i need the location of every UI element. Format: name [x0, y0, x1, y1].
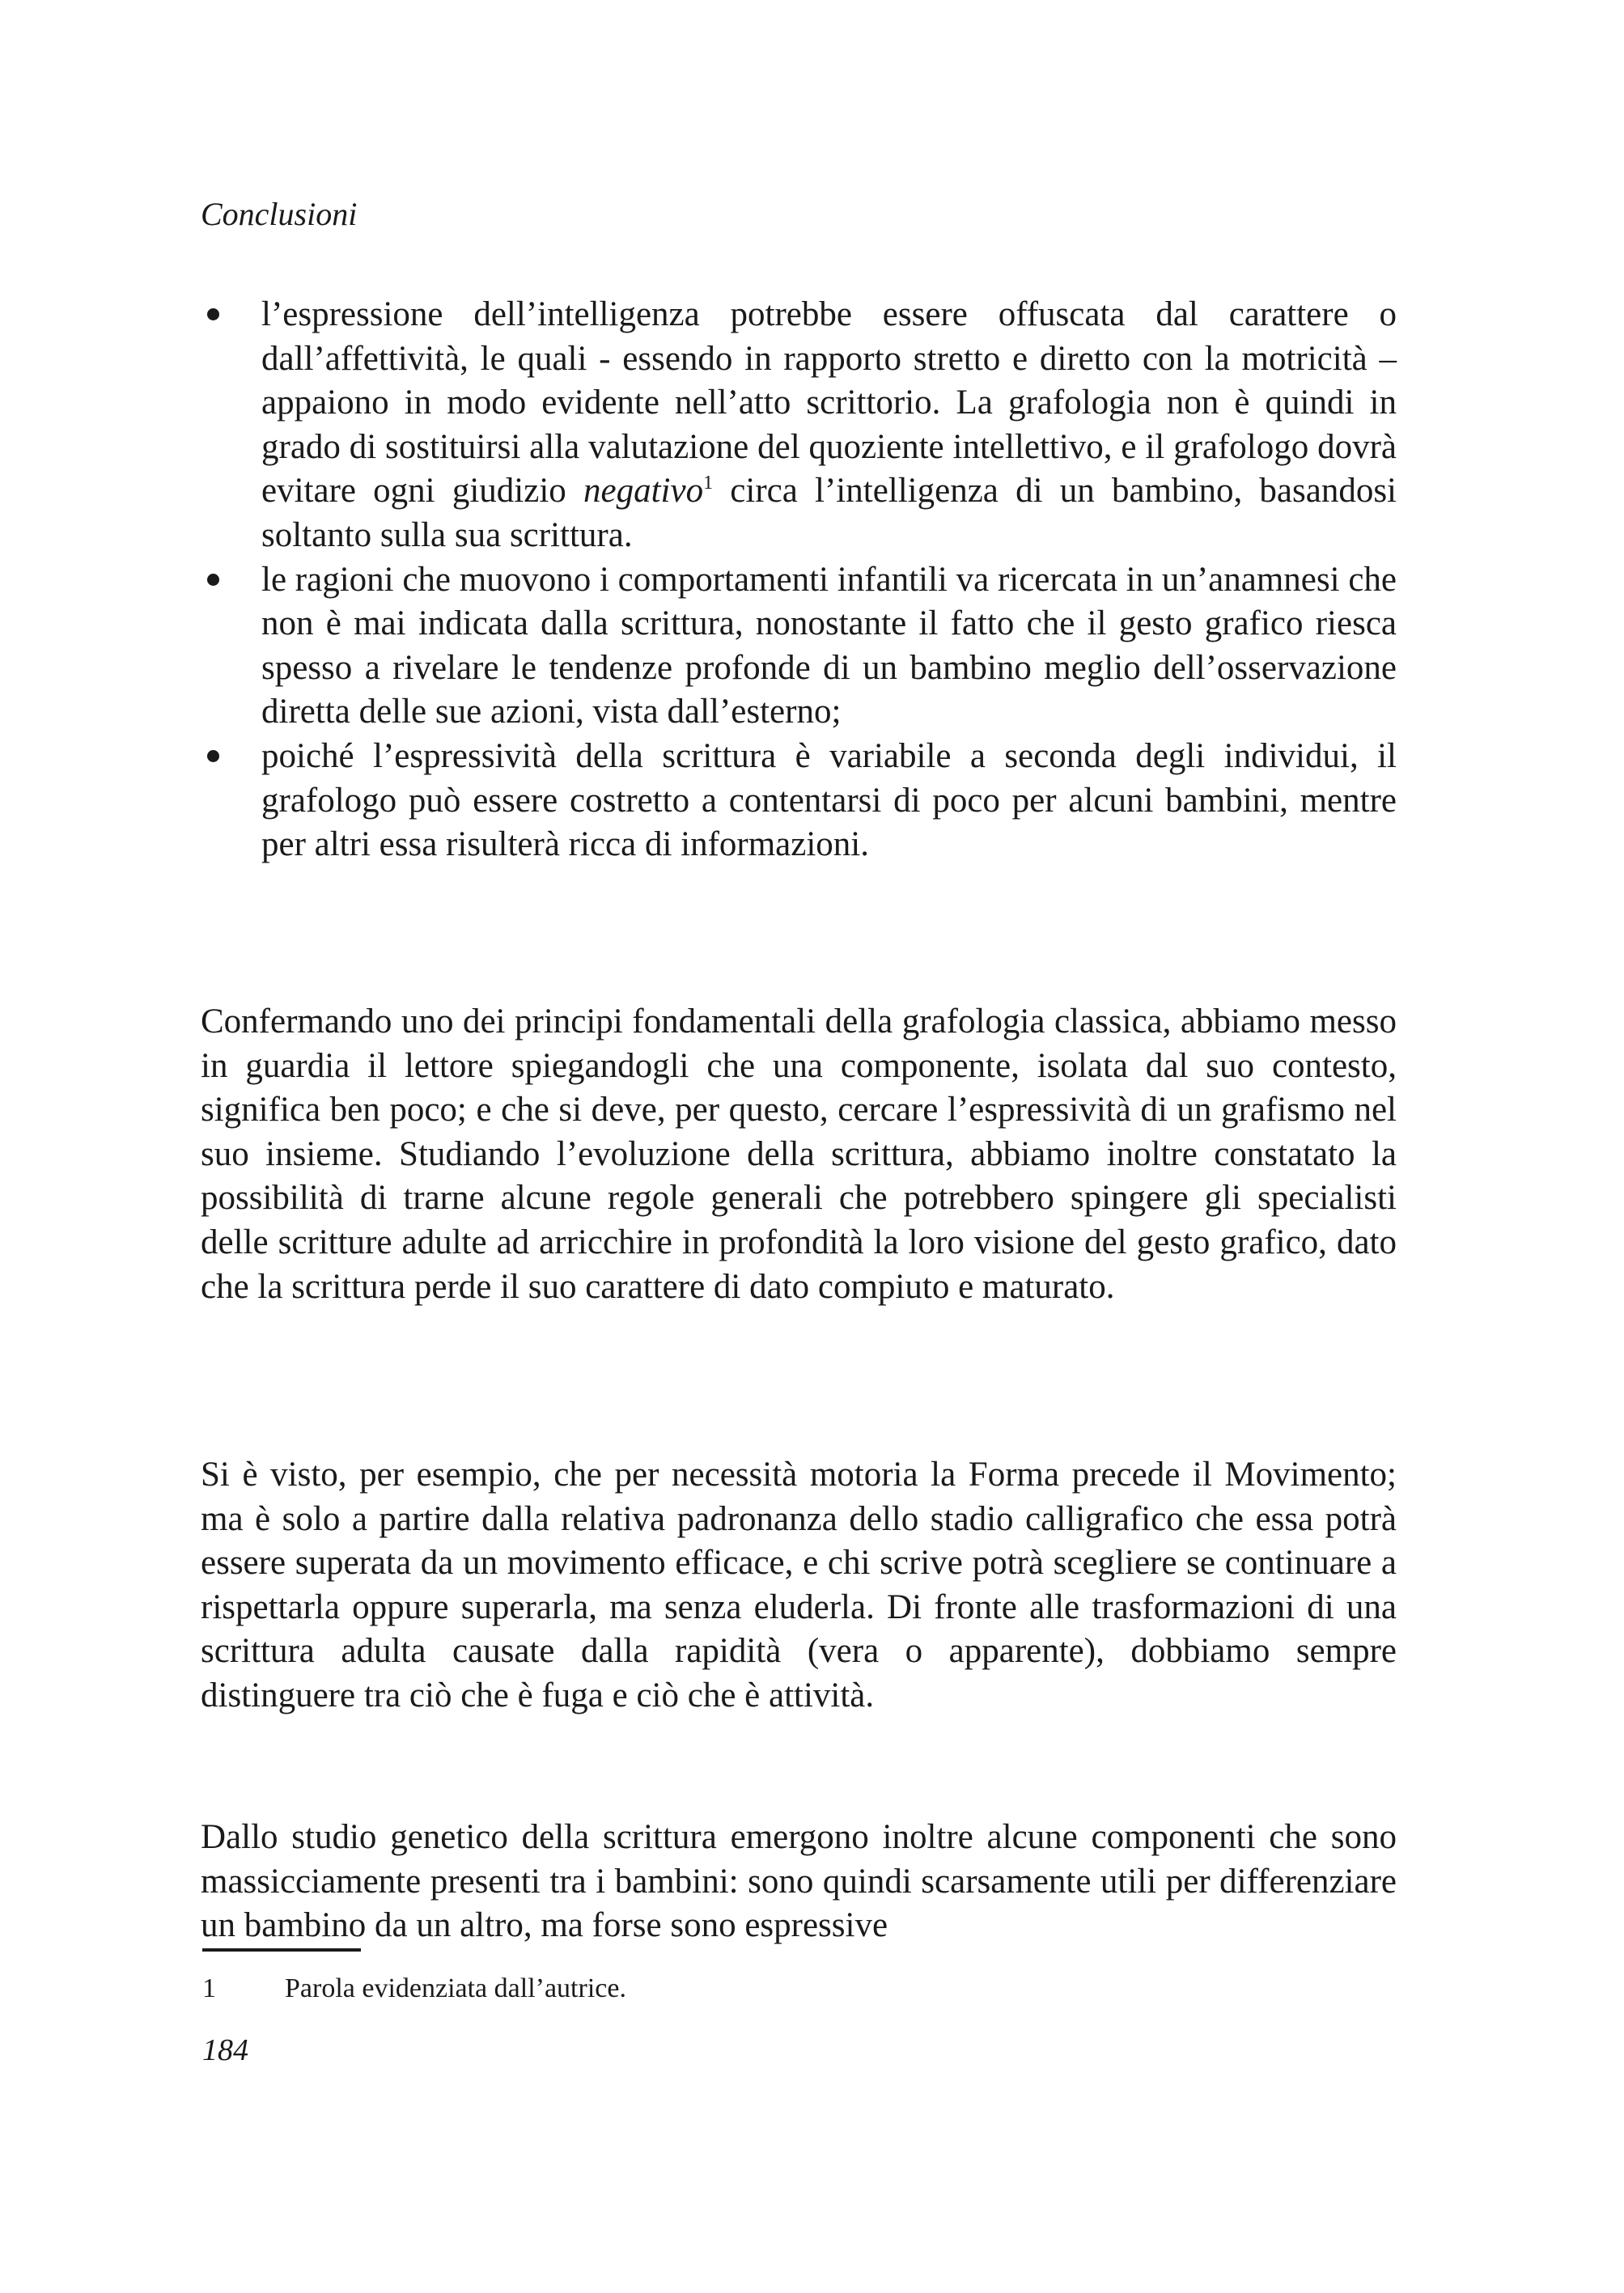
body-paragraph: Dallo studio genetico della scrittura emergono inoltre alcune componenti che sono massicciamente presenti tra i bambini: sono quindi scarsamente utili per differenziare un bambino da un altro, ma forse sono espressive: [201, 1818, 1397, 1945]
bullet-text: l’espressione dell’intelligenza potrebbe essere offuscata dal carattere o dall’affettività, le quali - essendo in rapporto stretto e diretto con la motricità – appaiono in modo evidente nell’atto scrittorio. La grafologia non è quindi in grado di sostituirsi alla valutazione del quoziente intellettivo, e il grafologo dovrà evitare ogni giudizio: [261, 295, 1397, 511]
bullet-icon: [207, 750, 219, 762]
body-paragraph: Si è visto, per esempio, che per necessità motoria la Forma precede il Movimento; ma è solo a partire dalla relativa padronanza dello stadio calligrafico che essa potrà essere superata da un movimento efficace, e chi scrive potrà scegliere se continuare a rispettarla oppure superarla, ma senza eluderla. Di fronte alle trasformazioni di una scrittura adulta causate dalla rapidità (vera o apparente), dobbiamo sempre distinguere tra ciò che è fuga e ciò che è attività.: [201, 1456, 1397, 1714]
bullet-item: [201, 293, 1397, 558]
bullet-item: [201, 735, 1397, 867]
footnote-text: Parola evidenziata dall’autrice.: [285, 1973, 626, 2003]
bullet-text-continued: circa l’intelligenza di un bambino, basandosi soltanto sulla sua scrittura.: [261, 472, 1397, 554]
footnote-reference[interactable]: 1: [703, 473, 714, 494]
bullet-text: le ragioni che muovono i comportamenti infantili va ricercata in un’anamnesi che non è mai indicata dalla scrittura, nonostante il fatto che il gesto grafico riesca spesso a rivelare le tendenze profonde di un bambino meglio dell’osservazione diretta delle sue azioni, vista dall’esterno;: [261, 560, 1397, 731]
footnote-divider: [202, 1948, 361, 1952]
page-number: 184: [202, 2033, 248, 2067]
bullet-text: poiché l’espressività della scrittura è variabile a seconda degli individui, il grafologo può essere costretto a contentarsi di poco per alcuni bambini, mentre per altri essa risulterà ricca di informazioni.: [261, 736, 1397, 864]
body-paragraph: Confermando uno dei principi fondamentali della grafologia classica, abbiamo messo in guardia il lettore spiegandogli che una componente, isolata dal suo contesto, significa ben poco; e che si deve, per questo, cercare l’espressività di un grafismo nel suo insieme. Studiando l’evoluzione della scrittura, abbiamo inoltre constatato la possibilità di trarne alcune regole generali che potrebbero spingere gli specialisti delle scritture adulte ad arricchire in profondità la loro visione del gesto grafico, dato che la scrittura perde il suo carattere di dato compiuto e maturato.: [201, 1002, 1397, 1306]
footnote-number: 1: [202, 1973, 216, 2003]
bullet-icon: [207, 574, 219, 586]
bullet-list: [201, 293, 1397, 867]
running-head: Conclusioni: [201, 196, 358, 232]
footnote: [202, 1971, 1398, 2007]
bullet-item: [201, 558, 1397, 735]
bullet-icon: [207, 308, 219, 320]
emphasized-word: negativo: [583, 472, 704, 511]
